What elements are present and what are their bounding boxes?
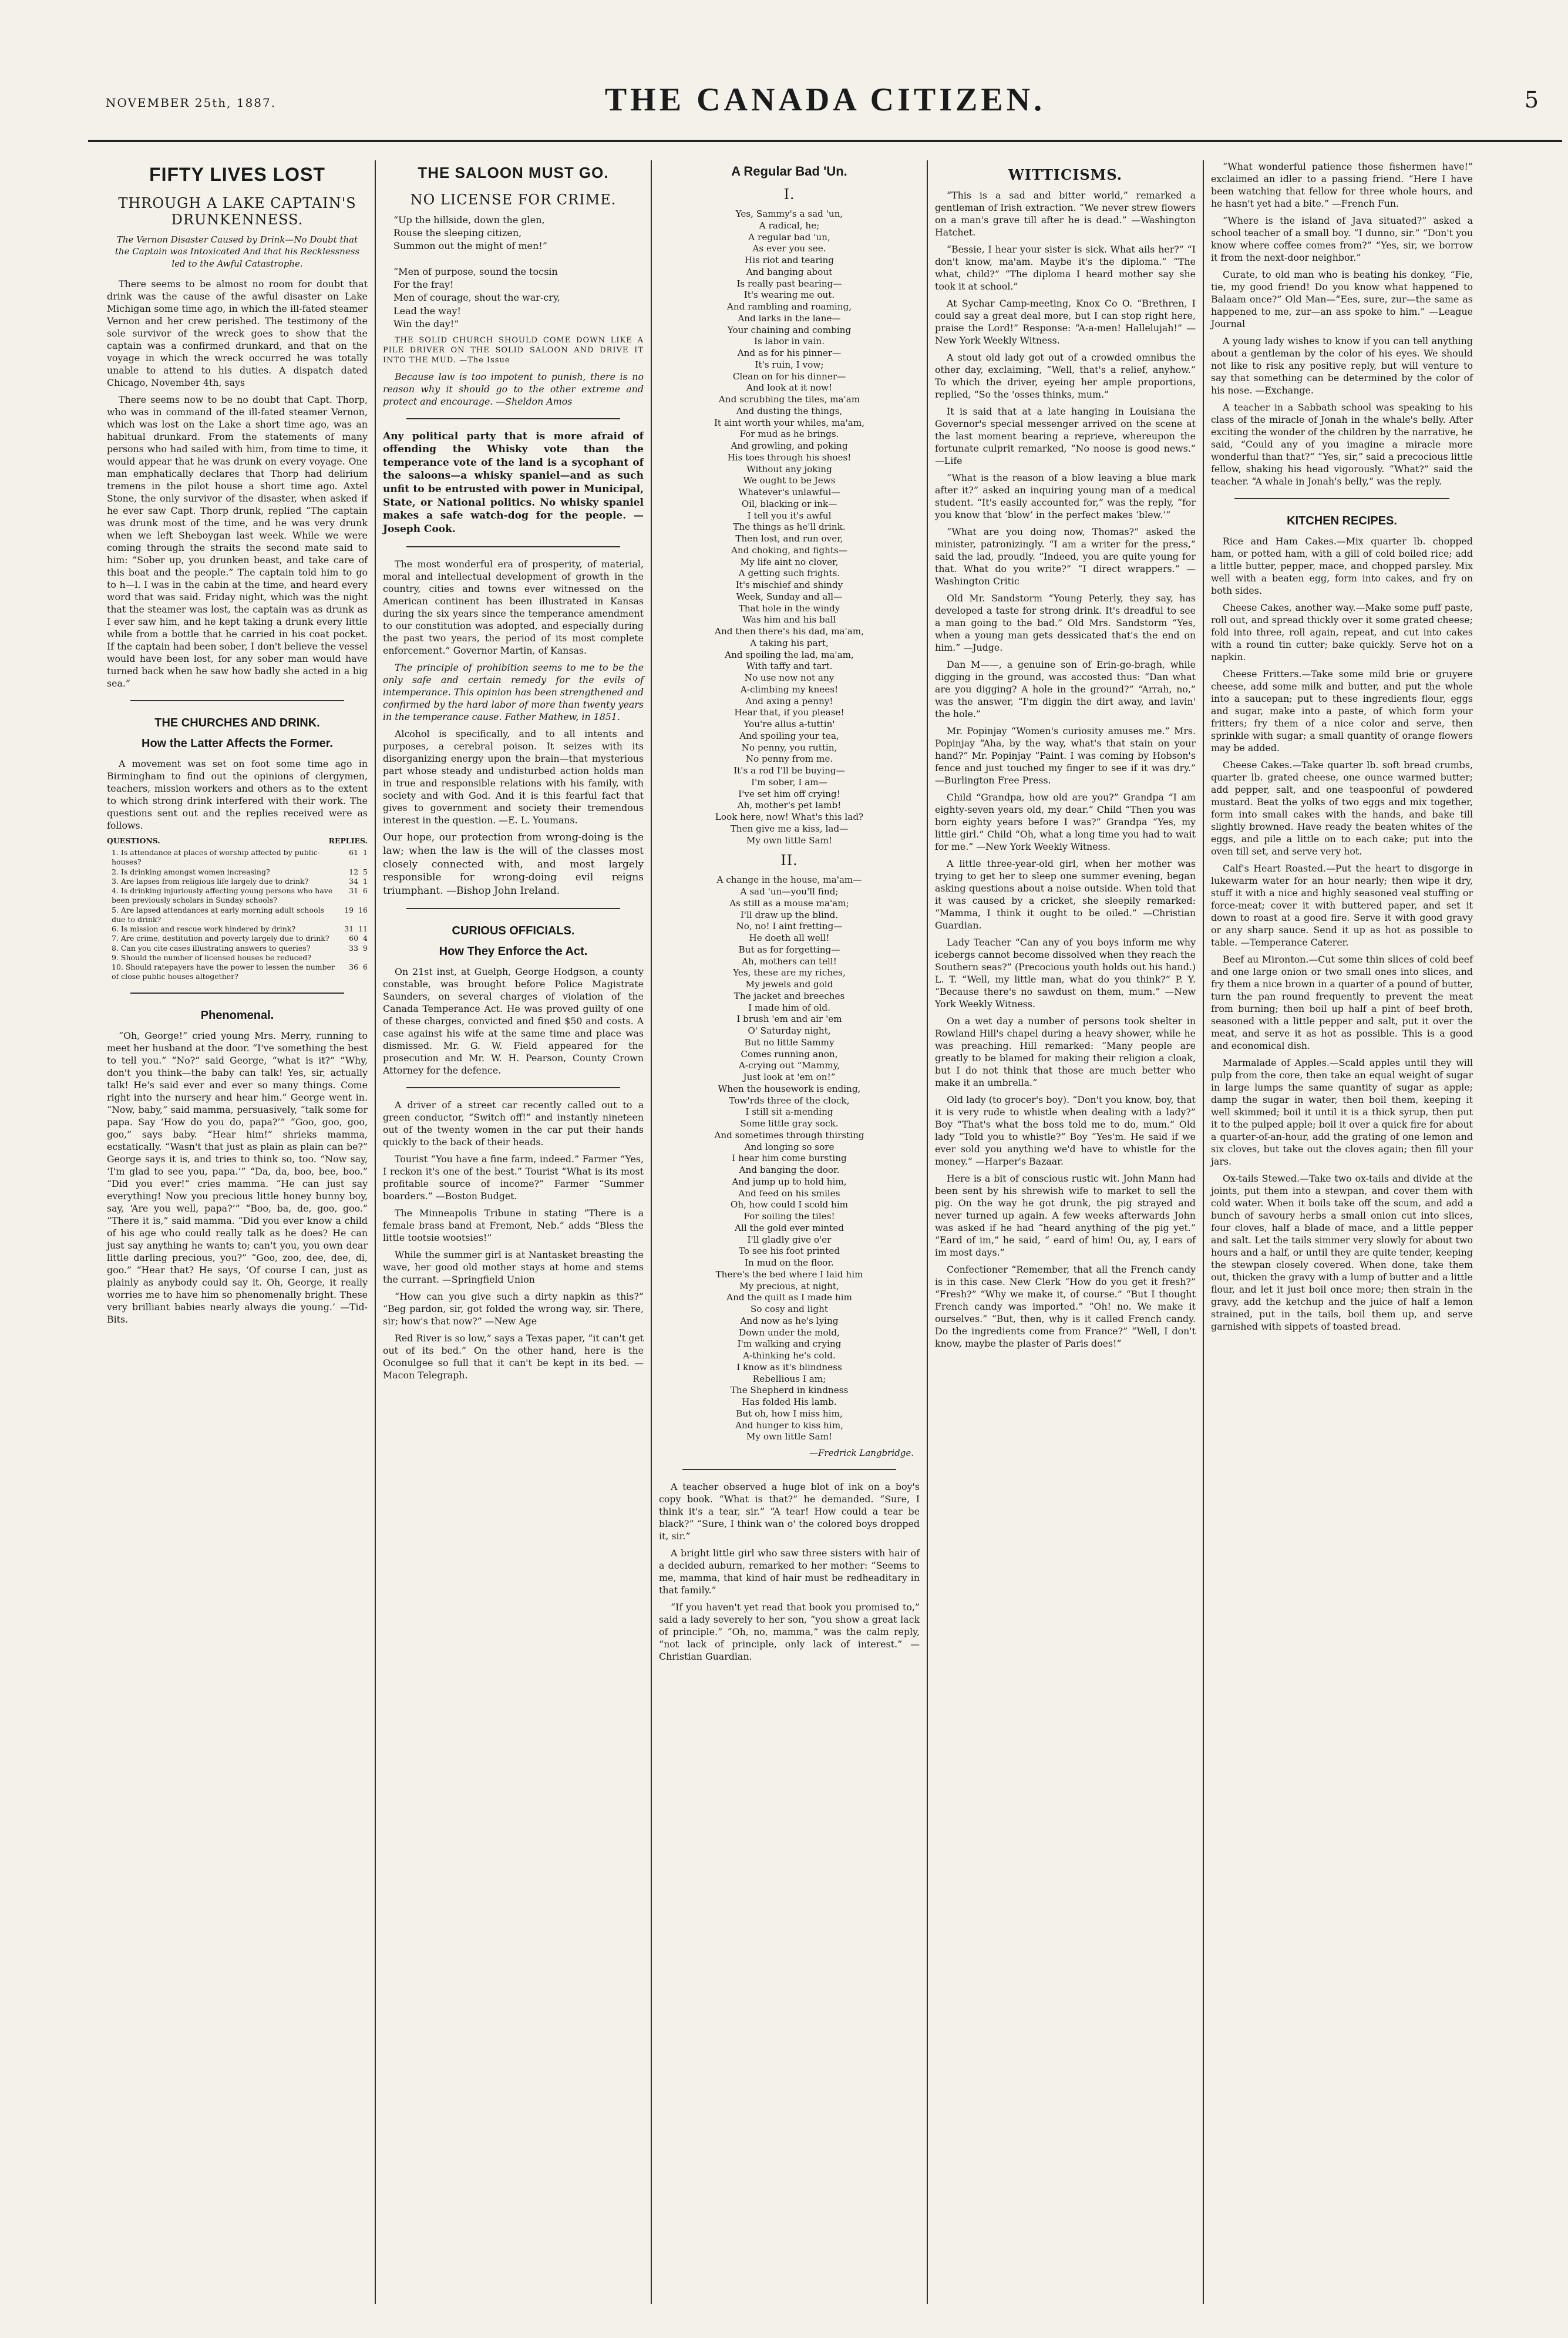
joke: Red River is so low,” says a Texas paper, “it can't get out of its bed.” On the other hand, here is the Oconulgee so full that it can't be kept in its bed. —Macon Telegraph. bbox=[383, 1333, 644, 1381]
witticism: “This is a sad and bitter world,” remarked a gentleman of Irish extraction. “We never strew flowers on a man's grave till after he is dead.” —Washington Hatchet. bbox=[935, 190, 1196, 238]
column-3 bbox=[652, 160, 928, 2304]
article-paragraph: A movement was set on foot some time ago in Birmingham to find out the opinions of clergymen, teachers, mission workers and others as to the extent to which strong drink interfered with their work. The questions sent out and the replies received were as follows. bbox=[107, 758, 368, 831]
poem-attribution: —Fredrick Langbridge. bbox=[809, 1448, 914, 1458]
witticism: Confectioner “Remember, that all the French candy is in this case. New Clerk “How do you get it fresh?” “Fresh?” “Why we make it, of course.” “But I thought French candy was imported.” “Oh! no. We make it ourselves.” “But, then, why is it called French candy. Do the ingredients come from France?” “Well, I don't know, maybe the plaster of Paris does!” bbox=[935, 1264, 1196, 1349]
divider bbox=[130, 993, 344, 994]
verse: “Up the hillside, down the glen, Rouse the sleeping citizen, Summon out the might of men!” “Men of purpose, sound the tocsin For the fray! Men of courage, shout the war-cry, Lead the way! Win the day!” bbox=[393, 214, 561, 329]
table-cell: 3. Are lapses from religious life largely due to drink? bbox=[112, 876, 309, 886]
witticism: Mr. Popinjay “Women's curiosity amuses me.” Mrs. Popinjay “Aha, by the way, what's that stain on your hand?” Mr. Popinjay “Paint. I was coming by Hobson's fence and just touched my finger to see if it was dry.” —Burlington Free Press. bbox=[935, 725, 1196, 786]
table-cell: 31 bbox=[349, 886, 359, 895]
table-cell: 12 bbox=[349, 867, 359, 876]
table-row bbox=[107, 934, 368, 943]
table-row bbox=[107, 848, 368, 867]
witticism: “Where is the island of Java situated?” asked a school teacher of a small boy. “I dunno, sir.” “Don't you know where coffee comes from?” “Yes, sir, we borrow it from the next-door neighbor.” bbox=[1211, 215, 1473, 263]
table-cell: 34 bbox=[349, 876, 359, 886]
section-subheading: How the Latter Affects the Former. bbox=[142, 736, 333, 750]
table-cell: 60 bbox=[349, 934, 359, 943]
subheadline: NO LICENSE FOR CRIME. bbox=[410, 191, 617, 208]
table-header bbox=[107, 836, 368, 846]
recipe: Cheese Fritters.—Take some mild brie or gruyere cheese, add some milk and butter, and put the whole into a saucepan; put to these ingredients flour, eggs and sugar, make into a paste, of which form your fritters; fry them of a nice color and serve, then sprinkle with sugar; a small quantity of orange flowers may be added. bbox=[1211, 668, 1473, 753]
table-row bbox=[107, 924, 368, 934]
table-row bbox=[107, 906, 368, 925]
columns bbox=[100, 160, 1545, 2304]
witticism: “What are you doing now, Thomas?” asked the minister, patronizingly. “I am a writer for the press,” said the lad, proudly. “Indeed, you are quite young for that. What do you write?” “I direct wrappers.” —Washington Critic bbox=[935, 526, 1196, 587]
witticism: Curate, to old man who is beating his donkey, “Fie, tie, my good friend! Do you know what happened to Balaam once?” Old Man—“Ees, sure, zur—the same as happened to me, zur—an ass spoke to him.” —League Journal bbox=[1211, 269, 1473, 329]
recipe: Rice and Ham Cakes.—Mix quarter lb. chopped ham, or potted ham, with a gill of cold boiled rice; add a little butter, pepper, mace, and chopped parsley. Mix well with a beaten egg, form into cakes, and fry on both sides. bbox=[1211, 536, 1473, 596]
masthead bbox=[88, 75, 1562, 142]
table-cell: 2. Is drinking amongst women increasing? bbox=[112, 867, 270, 876]
table-cell: 6. Is mission and rescue work hindered by drink? bbox=[112, 924, 296, 933]
witticism: Lady Teacher “Can any of you boys inform me why icebergs cannot become dissolved when they reach the Southern seas?” (Precocious youth holds out his hand.) L. T. “Well, my little man, what do you think?” P. Y. “Because there's no sawdust on them, mum.” —New York Weekly Witness. bbox=[935, 937, 1196, 1010]
quote: Our hope, our protection from wrong-doing is the law; when the law is the will of the classes most closely connected with, and most largely responsible for wrong-doing evil reigns triumphant. —Bishop John Ireland. bbox=[383, 832, 644, 897]
table-cell: 5 bbox=[363, 867, 368, 876]
table-cell: 4 bbox=[363, 934, 368, 943]
joke: The Minneapolis Tribune in stating “There is a female brass band at Fremont, Neb.” adds “Bless the little tootsie wootsies!” bbox=[383, 1207, 644, 1244]
joke: “If you haven't yet read that book you promised to,” said a lady severely to her son, “you show a great lack of principle.” “Oh, no, mamma,” was the calm reply, “not lack of principle, only lack of interest.” —Christian Guardian. bbox=[659, 1602, 920, 1662]
section-heading: CURIOUS OFFICIALS. bbox=[452, 924, 575, 938]
article-paragraph: The most wonderful era of prosperity, of material, moral and intellectual development of growth in the country, cities and towns ever witnessed on the American continent has been illustrated in Kansas during the six years since the temperance amendment to our constitution was adopted, and especially during the past two years, the period of its most complete enforcement.” Governor Martin, of Kansas. bbox=[383, 559, 644, 657]
table-row bbox=[107, 886, 368, 906]
article-paragraph: There seems now to be no doubt that Capt. Thorp, who was in command of the ill-fated steamer Vernon, which was lost on the Lake a short time ago, was an habitual drunkard. From the statements of many persons who had sailed with him, from time to time, it would appear that he was drunk on every voyage. One man emphatically declares that Thorp had delirium tremens in the pilot house a short time ago. Axtel Stone, the only survivor of the disaster, when asked if he ever saw Capt. Thorp drunk, replied “The captain was drunk most of the time, and he was very drunk when we left Sheboygan last week. While we were coming through the straits the second mate said to him: “Sober up, you drunken beast, and take care of this boat and the people.” The captain told him to go to h—l. I was in the cabin at the time, and heard every word that was said. Friday night, which was the night that the steamer was lost, the captain was as drunk as I ever saw him, and he kept taking a drunk every little while from a bottle that he carried in his coat pocket. If the captain had been sober, I don't believe the vessel would have been lost, for any sober man would have turned back when he saw how badly she acted in a big sea.” bbox=[107, 393, 368, 689]
recipe: Marmalade of Apples.—Scald apples until they will pulp from the core, then take an equal weight of sugar in large lumps the same quantity of sugar as apple; damp the sugar in water, then boil them, keeping it well skimmed; boil it until it is a thick syrup, then put it to the pulped apple; boil it over a quick fire for about a quarter-of-an-hour, add the grating of one lemon and six cloves, but take out the cloves again; then fill your jars. bbox=[1211, 1057, 1473, 1167]
table-cell: 33 bbox=[349, 943, 359, 953]
article-paragraph: On 21st inst, at Guelph, George Hodgson, a county constable, was brought before Police Magistrate Saunders, on several charges of violation of the Canada Temperance Act. He was proved guilty of one of these charges, convicted and fined $50 and costs. A case against his wife at the same time and place was dismissed. Mr. G. W. Field appeared for the prosecution and Mr. W. H. Pearson, County Crown Attorney for the defence. bbox=[383, 966, 644, 1077]
table-cell: 61 bbox=[349, 848, 359, 857]
witticism: “Bessie, I hear your sister is sick. What ails her?” “I don't know, ma'am. Maybe it's the diploma.” “The what, child?” “The diploma I heard mother say she took it at school.” bbox=[935, 244, 1196, 292]
table-cell: 9. Should the number of licensed houses be reduced? bbox=[112, 953, 311, 962]
witticism: At Sychar Camp-meeting, Knox Co O. “Brethren, I could say a great deal more, but I can stop right here, praise the Lord!” Response: “A-a-men! Hallelujah!” —New York Weekly Witness. bbox=[935, 298, 1196, 346]
table-cell: 6 bbox=[363, 963, 368, 971]
recipe: Cheese Cakes, another way.—Make some puff paste, roll out, and spread thickly over it some grated cheese; fold into three, roll again, repeat, and cut into cakes with a round tin cutter; bake quickly. Serve hot on a napkin. bbox=[1211, 602, 1473, 662]
issue-date: NOVEMBER 25th, 1887. bbox=[106, 96, 277, 110]
witticism: Child “Grandpa, how old are you?” Grandpa “I am eighty-seven years old, my dear.” Child “Then you was born eighty years before I was?” Grandpa “Yes, my little girl.” Child “Oh, what a long time you had to wait for me.” —New York Weekly Witness. bbox=[935, 792, 1196, 852]
subheadline: THROUGH A LAKE CAPTAIN'S DRUNKENNESS. bbox=[118, 195, 356, 228]
article-paragraph: There seems to be almost no room for doubt that drink was the cause of the awful disaster on Lake Michigan some time ago, in which the ill-fated steamer Vernon and her crew perished. The testimony of the sole survivor of the wreck goes to show that the captain was a confirmed drunkard, and that on the voyage in which the wreck occurred he was totally unable to attend to his duties. A dispatch dated Chicago, November 4th, says bbox=[107, 278, 368, 388]
joke: “How can you give such a dirty napkin as this?” “Beg pardon, sir, got folded the wrong way, sir. There, sir; how's that now?” —New Age bbox=[383, 1291, 644, 1327]
table-cell: 19 bbox=[344, 905, 354, 914]
joke: A teacher observed a huge blot of ink on a boy's copy book. “What is that?” he demanded. “Sure, I think it's a tear, sir.” “A tear! How could a tear be black?” “Sure, I think wan o' the colored boys dropped it, sir.” bbox=[659, 1481, 920, 1542]
witticism: “What wonderful patience those fishermen have!” exclaimed an idler to a passing friend. “Here I have been watching that fellow for three whole hours, and he hasn't yet had a bite.” —French Fun. bbox=[1211, 161, 1473, 209]
newspaper-page bbox=[88, 75, 1562, 2324]
poem-title: A Regular Bad 'Un. bbox=[731, 164, 847, 179]
column-5 bbox=[1204, 160, 1480, 2304]
divider bbox=[130, 700, 344, 701]
recipe: Cheese Cakes.—Take quarter lb. soft bread crumbs, quarter lb. grated cheese, one ounce warmed butter; add pepper, salt, and one teaspoonful of powdered mustard. Beat the yolks of two eggs and mix together, form into small cakes with the hands, and bake till slightly browned. Have ready the beaten whites of the eggs, and pile a little on to each cake; put into the oven till set, and serve very hot. bbox=[1211, 759, 1473, 857]
bold-quote: Any political party that is more afraid of offending the Whisky vote than the temperance vote of the land is a sycophant of the saloons—a whisky spaniel—and as such unfit to be entrusted with power in Municipal, State, or National politics. No whisky spaniel makes a safe watch-dog for the people. —Joseph Cook. bbox=[383, 430, 644, 535]
table-cell: 6 bbox=[363, 886, 368, 895]
divider bbox=[406, 546, 620, 547]
table-row bbox=[107, 953, 368, 963]
table-header-replies: REPLIES. bbox=[328, 836, 368, 845]
article-paragraph: Alcohol is specifically, and to all intents and purposes, a cerebral poison. It seizes with its disorganizing energy upon the brain—that mysterious part whose steady and undisturbed action holds man in true and responsible relations with his family, with society and with God. And it is this fearful fact that gives to government and society their tremendous interest in the question. —E. L. Youmans. bbox=[383, 728, 644, 826]
poem-verse: A change in the house, ma'am— A sad 'un—you'll find; As still as a mouse ma'am; I'll draw up the blind. No, no! I aint fretting— He doeth all well! But as for forgetting— Ah, mothers can tell! Yes, these are my riches, My jewels and gold The jacket and breeches I made him of old. I brush 'em and air 'em O' Saturday night, But no little Sammy Comes running anon, A-crying out “Mammy, Just look at 'em on!” When the housework is ending, Tow'rds three of the clock, I still sit a-mending Some little gray sock. And sometimes through thirsting And longing so sore I hear him come bursting And banging the door. And jump up to hold him, And feed on his smiles Oh, how could I scold him For soiling the tiles! All the gold ever minted I'll gladly give o'er To see his foot printed In mud on the floor. There's the bed where I laid him My precious, at night, And the quilt as I made him So cosy and light And now as he's lying Down under the mold, I'm walking and crying A-thinking he's cold. I know as it's blindness Rebellious I am; The Shepherd in kindness Has folded His lamb. But oh, how I miss him, And hunger to kiss him, My own little Sam! bbox=[714, 874, 864, 1442]
newspaper-title: THE CANADA CITIZEN. bbox=[604, 82, 1046, 118]
table-cell: 8. Can you cite cases illustrating answers to queries? bbox=[112, 943, 311, 953]
witticism: A teacher in a Sabbath school was speaking to his class of the miracle of Jonah in the whale's belly. After exciting the wonder of the children by the narrative, he said, “Could any of you imagine a miracle more wonderful than that?” “Yes, sir,” said a precocious little fellow, shaking his head vigorously. “What?” said the teacher. “A whale in Jonah's belly,” was the reply. bbox=[1211, 402, 1473, 487]
table-row bbox=[107, 963, 368, 982]
witticism: “What is the reason of a blow leaving a blue mark after it?” asked an inquiring young man of a medical student. “It's easily accounted for,” was the reply, “for you know that ‘blow’ in the perfect makes ‘blew.’” bbox=[935, 472, 1196, 520]
section-heading: WITTICISMS. bbox=[1008, 166, 1123, 183]
table-row bbox=[107, 944, 368, 953]
quote: The principle of prohibition seems to me to be the only safe and certain remedy for the evils of intemperance. This opinion has been strengthened and confirmed by the hard labor of more than twenty years in the temperance cause. Father Mathew, in 1851. bbox=[383, 662, 644, 723]
table-cell: 11 bbox=[358, 924, 368, 933]
table-cell: 16 bbox=[358, 905, 368, 914]
witticism: A young lady wishes to know if you can tell anything about a gentleman by the color of his eyes. We should not like to risk any positive reply, but will venture to say that something can be determined by the color of his nose. —Exchange. bbox=[1211, 335, 1473, 396]
headline: THE SALOON MUST GO. bbox=[418, 164, 609, 181]
divider bbox=[1234, 498, 1449, 499]
witticism: Here is a bit of conscious rustic wit. John Mann had been sent by his shrewish wife to market to sell the pig. On the way he got drunk, the pig strayed and never turned up again. A few weeks afterwards John was asked if he had “heard anything of the pig yet.” “Eard of im,” he said, “ eard of him! Ou, ay, I ears of im most days.” bbox=[935, 1173, 1196, 1258]
article-paragraph: “Oh, George!” cried young Mrs. Merry, running to meet her husband at the door. “I've something the best to tell you.” “No?” said George, “what is it?” “Why, don't you think—the baby can talk! Yes, sir, actually talk! He's said ever and ever so many things. Come right into the nursery and hear him.” George went in. “Now, baby,” said mamma, persuasively, “talk some for papa. Say ‘How do you do, papa?’” “Goo, goo, goo, goo,” says baby. “Hear him!” shrieks mamma, ecstatically. “Wasn't that just as plain as plain can be?” George says it is, and tries to think so, too. “Now say, ‘I'm glad to see you, papa.’” “Da, da, boo, bee, boo.” “Did you ever!” cries mamma. “He can just say everything! Now you precious little honey bunny boy, say, ‘Are you well, papa?’” “Boo, ba, de, goo, goo.” “There it is,” said mamma. “Did you ever know a child of his age who could really talk as he does? He can just say anything he wants to; can't you, you own dear little darling precious, you?” “Goo, zoo, dee, dee, di, goo.” “Hear that? He says, ‘Of course I can, just as plainly as anybody could say it. Oh, George, it really worries me to have him so phenomenally bright. These very brilliant babies nearly always die young.’ —Tid-Bits. bbox=[107, 1030, 368, 1325]
table-cell: 36 bbox=[349, 963, 359, 971]
recipe: Ox-tails Stewed.—Take two ox-tails and divide at the joints, put them into a stewpan, and cover them with cold water. When it boils take off the scum, and add a bunch of savoury herbs a small onion cut into slices, four cloves, half a blade of mace, and a little pepper and salt. Let the tails simmer very slowly for about two hours and a half, or until they are quite tender, keeping the stewpan closely covered. When done, take them out, thicken the gravy with a lump of butter and a little flour, and let it just boil once more; then strain in the gravy, add the ketchup and the juice of half a lemon strained, put in the tails, boil them up, and serve garnished with sippets of toasted bread. bbox=[1211, 1173, 1473, 1332]
witticism: A little three-year-old girl, when her mother was trying to get her to sleep one summer evening, began asking questions about a noise outside. When told that it was caused by a cricket, she sleepily remarked: “Mamma, I think it ought to be oiled.” —Christian Guardian. bbox=[935, 858, 1196, 931]
witticism: Dan M——, a genuine son of Erin-go-bragh, while digging in the ground, was accosted thus: “Dan what are you digging? A hole in the ground?” “Arrah, no,” was the answer, “I'm diggin the dirt away, and lavin' the hole.” bbox=[935, 659, 1196, 719]
poem-part-1: I. bbox=[783, 186, 795, 203]
divider bbox=[406, 1087, 620, 1088]
section-heading: Phenomenal. bbox=[200, 1008, 274, 1022]
joke: A driver of a street car recently called out to a green conductor, “Switch off!” and instantly nineteen out of the twenty women in the car put their hands quickly to the back of their heads. bbox=[383, 1099, 644, 1148]
table-cell: 9 bbox=[363, 943, 368, 953]
divider bbox=[682, 1469, 896, 1470]
headline: FIFTY LIVES LOST bbox=[149, 164, 325, 185]
column-4 bbox=[928, 160, 1204, 2304]
section-subheading: How They Enforce the Act. bbox=[439, 945, 588, 958]
table-cell: 4. Is drinking injuriously affecting young persons who have been previously scholars in Sunday schools? bbox=[112, 886, 333, 905]
table-row bbox=[107, 877, 368, 886]
recipe: Beef au Mironton.—Cut some thin slices of cold beef and one large onion or two small ones into slices, and fry them a nice brown in a quarter of a pound of butter, turn the pan round frequently to prevent the meat from burning; then boil up half a pint of beef broth, seasoned with a little pepper and salt, put it over the meat, and serve it as hot as possible. This is a good and economical dish. bbox=[1211, 954, 1473, 1051]
page-number: 5 bbox=[1524, 87, 1539, 113]
witticism: A stout old lady got out of a crowded omnibus the other day, exclaiming, “Well, that's a relief, anyhow.” To which the driver, eyeing her ample proportions, replied, “So the 'osses thinks, mum.” bbox=[935, 352, 1196, 400]
table-cell: 7. Are crime, destitution and poverty largely due to drink? bbox=[112, 934, 329, 943]
table-cell: 1 bbox=[363, 876, 368, 886]
poem-part-2: II. bbox=[780, 852, 798, 869]
joke: A bright little girl who saw three sisters with hair of a decided auburn, remarked to her mother: “Seems to me, mamma, that kind of hair must be redheaditary in that family.” bbox=[659, 1548, 920, 1596]
deck: The Vernon Disaster Caused by Drink—No Doubt that the Captain was Intoxicated And that his Recklessness led to the Awful Catastrophe. bbox=[115, 234, 360, 269]
article-paragraph: THE SOLID CHURCH SHOULD COME DOWN LIKE A PILE DRIVER ON THE SOLID SALOON AND DRIVE IT INTO THE MUD. —The Issue bbox=[383, 335, 644, 365]
survey-table bbox=[107, 836, 368, 982]
column-2 bbox=[376, 160, 652, 2304]
joke: While the summer girl is at Nantasket breasting the wave, her good old mother stays at home and stems the currant. —Springfield Union bbox=[383, 1249, 644, 1286]
table-cell: 1 bbox=[363, 848, 368, 857]
section-heading: THE CHURCHES AND DRINK. bbox=[154, 716, 320, 729]
quote: Because law is too impotent to punish, there is no reason why it should go to the other extreme and protect and encourage. —Sheldon Amos bbox=[383, 371, 644, 407]
table-cell: 31 bbox=[344, 924, 354, 933]
table-cell: 5. Are lapsed attendances at early morning adult schools due to drink? bbox=[112, 905, 324, 924]
poem-verse: Yes, Sammy's a sad 'un, A radical, he; A regular bad 'un, As ever you see. His riot and tearing And banging about Is really past bearing— It's wearing me out. And rambling and roaming, And larks in the lane— Your chaining and combing Is labor in vain. And as for his pinner— It's ruin, I vow; Clean on for his dinner— And look at it now! And scrubbing the tiles, ma'am And dusting the things, It aint worth your whiles, ma'am, For mud as he brings. And growling, and poking His toes through his shoes! Without any joking We ought to be Jews Whatever's unlawful— Oil, blacking or ink— I tell you it's awful The things as he'll drink. Then lost, and run over, And choking, and fights— My life aint no clover, A getting such frights. It's mischief and shindy Week, Sunday and all— That hole in the windy Was him and his ball And then there's his dad, ma'am, A taking his part, And spoiling the lad, ma'am, With taffy and tart. No use now not any A-climbing my knees! And axing a penny! Hear that, if you please! You're allus a-tuttin' And spoiling your tea, No penny, you ruttin, No penny from me. It's a rod I'll be buying— I'm sober, I am— I've set him off crying! Ah, mother's pet lamb! Look here, now! What's this lad? Then give me a kiss, lad— My own little Sam! bbox=[714, 208, 865, 846]
witticism: Old lady (to grocer's boy). “Don't you know, boy, that it is very rude to whistle when dealing with a lady?” Boy “That's what the boss told me to do, mum.” Old lady “Told you to whistle?” Boy “Yes'm. He said if we ever sold you anything we'd have to whistle for the money.” —Harper's Bazaar. bbox=[935, 1094, 1196, 1167]
witticism: On a wet day a number of persons took shelter in Rowland Hill's chapel during a heavy shower, while he was preaching. Hill remarked: “Many people are greatly to be blamed for making their religion a cloak, but I do not think that those are much better who make it an umbrella.” bbox=[935, 1015, 1196, 1088]
column-1 bbox=[100, 160, 376, 2304]
witticism: Old Mr. Sandstorm “Young Peterly, they say, has developed a taste for strong drink. It's dreadful to see a man going to the bad.” Old Mrs. Sandstorm “Yes, when a young man gets dessicated that's the end on him.” —Judge. bbox=[935, 593, 1196, 653]
section-heading: KITCHEN RECIPES. bbox=[1287, 514, 1397, 527]
table-cell: 1. Is attendance at places of worship affected by public-houses? bbox=[112, 848, 320, 867]
divider bbox=[406, 418, 620, 419]
table-row bbox=[107, 867, 368, 877]
table-cell: 10. Should ratepayers have the power to lessen the number of close public houses altogether? bbox=[112, 963, 335, 981]
joke: Tourist “You have a fine farm, indeed.” Farmer “Yes, I reckon it's one of the best.” Tourist “What is its most profitable source of income?” Farmer “Summer boarders.” —Boston Budget. bbox=[383, 1153, 644, 1202]
divider bbox=[406, 908, 620, 909]
recipe: Calf's Heart Roasted.—Put the heart to disgorge in lukewarm water for an hour nearly; then wipe it dry, stuff it with a nice and highly seasoned veal stuffing or force-meat; cover it with buttered paper, and set it down to roast at a good fire. Serve it with good gravy or any sharp sauce. Send it up as hot as possible to table. —Temperance Caterer. bbox=[1211, 863, 1473, 948]
table-header-questions: QUESTIONS. bbox=[107, 836, 160, 845]
witticism: It is said that at a late hanging in Louisiana the Governor's special messenger arrived on the scene at the last moment bearing a reprieve, whereupon the fortunate culprit remarked, “No noose is good news.” —Life bbox=[935, 406, 1196, 466]
